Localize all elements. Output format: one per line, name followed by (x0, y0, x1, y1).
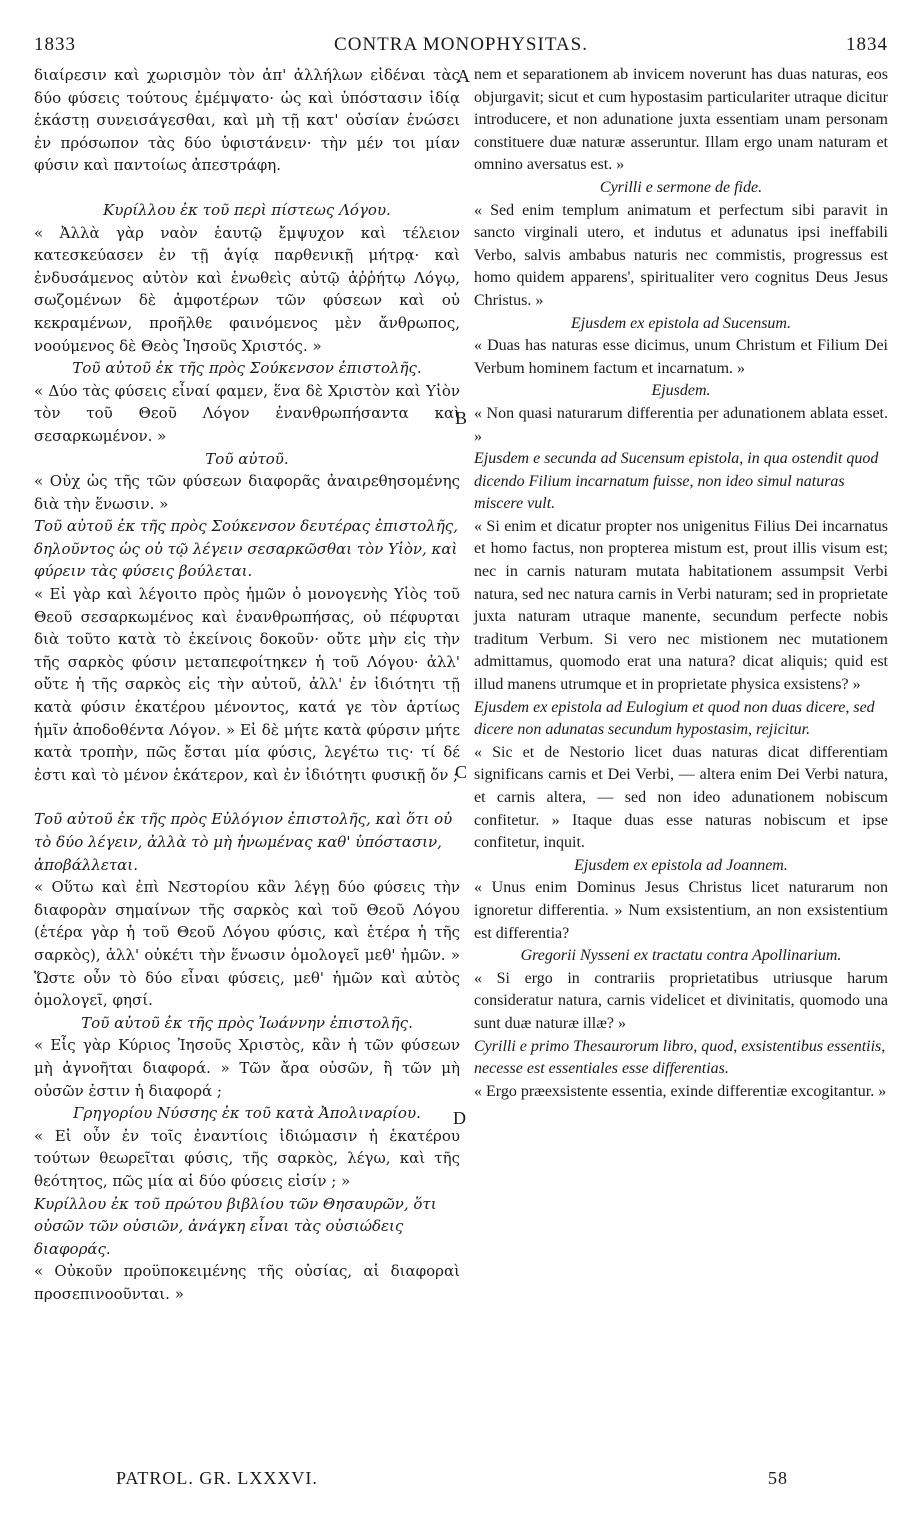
column-number-right: 1834 (846, 34, 888, 55)
greek-paragraph: « Οὐχ ὡς τῆς τῶν φύσεων διαφορᾶς ἀναιρεθησομένης διὰ τὴν ἕνωσιν. » (34, 472, 460, 513)
latin-heading: Ejusdem. (651, 382, 711, 400)
greek-paragraph: « Οὐκοῦν προϋποκειμένης τῆς οὐσίας, αἱ διαφοραὶ προσεπινοοῦνται. » (34, 1262, 460, 1303)
latin-paragraph: « Sed enim templum animatum et perfectum sibi paravit in sancto virginali utero, et indutus et adunatus ipsi ineffabili Verbo, salvis ambabus naturis nec commistis, progressus est homo quidem apparens', spiritualiter vero cognitus Deus Jesus Christus. » (474, 201, 888, 309)
greek-paragraph: « Ἀλλὰ γὰρ ναὸν ἑαυτῷ ἔμψυχον καὶ τέλειον κατεσκεύασεν ἐν τῇ ἁγίᾳ παρθενικῇ μήτρᾳ· καὶ ἐνδυσάμενος αὐτὸν καὶ ἑνωθεὶς αὐτῷ ἀῤῥήτῳ Λόγῳ, σωζομένων δὲ ἀμφοτέρων τῶν φύσεων καὶ οὐ κεκραμένων, προῆλθε φαινόμενος μὲν ἄνθρωπος, νοούμενος δὲ Θεὸς Ἰησοῦς Χριστός. » (34, 223, 460, 355)
latin-paragraph: « Si ergo in contrariis proprietatibus utriusque harum consideratur natura, carnis videlicet et divinitatis, quomodo una sunt duæ naturæ illæ? » (474, 969, 888, 1032)
column-number-left: 1833 (34, 34, 76, 55)
greek-heading: Γρηγορίου Νύσσης ἐκ τοῦ κατὰ Ἀπολιναρίου. (73, 1104, 421, 1123)
greek-paragraph: « Οὕτω καὶ ἐπὶ Νεστορίου κἂν λέγῃ δύο φύσεις τὴν διαφορὰν σημαίνων τῆς σαρκὸς καὶ τοῦ Θεοῦ Λόγου (ἑτέρα γὰρ ἡ τοῦ Θεοῦ Λόγου φύσις, καὶ ἑτέρα ἡ τῆς σαρκὸς), ἀλλ' οὐκέτι τὴν ἕνωσιν ὁμολογεῖ μεθ' ἡμῶν. » Ὥστε οὖν τὸ δύο εἶναι φύσεις, μεθ' ἡμῶν καὶ αὐτὸς ὁμολογεῖ, φησί. (34, 878, 460, 1010)
greek-heading: Τοῦ αὐτοῦ ἐκ τῆς πρὸς Σούκενσον ἐπιστολῆς. (72, 359, 422, 378)
latin-heading: Gregorii Nysseni ex tractatu contra Apollinarium. (520, 947, 842, 965)
latin-column (474, 64, 888, 1103)
latin-heading: Cyrilli e primo Thesaurorum libro, quod, exsistentibus essentiis, necesse est essentiales esse differentias. (474, 1037, 886, 1078)
latin-paragraph: « Si enim et dicatur propter nos unigenitus Filius Dei incarnatus et homo factus, non propterea mistum est, prout illis visum est; nec in carnis naturam mutata habitationem assumpsit Verbi natura, sed nec natura carnis in Verbi naturam; sed in proprietate juxta naturam utraque manente, secundum perfecte nobis traditum Verbum. Si vero nec mistionem nec mutationem admittamus, quomodo erat una natura? dicat aliquis; quid est illud manens utrumque et in proprietate physica exsistens? » (474, 517, 888, 694)
greek-paragraph: « Εἰ γὰρ καὶ λέγοιτο πρὸς ἡμῶν ὁ μονογενὴς Υἱὸς τοῦ Θεοῦ σεσαρκωμένος καὶ ἐνανθρωπήσας, οὐ πέφυρται διὰ τοῦτο κατὰ τὸ ἐκείνοις δοκοῦν· οὔτε μὴν εἰς τὴν τῆς σαρκὸς φύσιν μεταπεφοίτηκεν ἡ τοῦ Λόγου· ἀλλ' οὔτε ἡ τῆς σαρκὸς εἰς τὴν αὐτοῦ, ἀλλ' ἐν ἰδιότητι τῇ κατὰ φύσιν ἑκατέρου μένοντος, κατά γε τὸν ἀρτίως ἡμῖν ἀποδοθέντα Λόγον. » Εἰ δὲ μήτε κατὰ φύρσιν μήτε κατὰ τροπὴν, πῶς ἔσται μία φύσις, λεγέτω τις· τί δέ ἐστι καὶ τὸ μένον ἑκάτερον, καὶ ἐν ἰδιότητι φυσικῇ ὄν ; (34, 585, 460, 784)
latin-paragraph: « Unus enim Dominus Jesus Christus licet naturarum non ignoretur differentia. » Num exsistentium, an non exsistentium est differentia? (474, 879, 888, 942)
latin-paragraph: nem et separationem ab invicem noverunt has duas naturas, eos objurgavit; sicut et cum hypostasim particulariter utraque dicitur introducere, et non adunatione juxta essentiam unam personam constituere duæ naturæ asseruntur. Illam ergo unam naturam et omnino aversatus est. » (474, 66, 888, 174)
greek-column (34, 64, 460, 1305)
page-header (34, 34, 888, 58)
margin-letter-d: D (453, 1108, 466, 1128)
greek-heading: Τοῦ αὐτοῦ. (205, 449, 289, 468)
latin-heading: Ejusdem ex epistola ad Eulogium et quod non duas dicere, sed dicere non adunatas secundum hypostasim, rejicitur. (474, 698, 875, 739)
latin-paragraph: « Duas has naturas esse dicimus, unum Christum et Filium Dei Verbum hominem factum et incarnatum. » (474, 337, 888, 377)
latin-paragraph: « Sic et de Nestorio licet duas naturas dicat differentiam significans carnis et Dei Verbi, — altera enim Dei Verbi natura, et carnis altera, — sed non ideo adunationem nobiscum confitetur. » Itaque duas esse naturas nobiscum et ipse confitetur, inquit. (474, 743, 888, 852)
greek-heading: Τοῦ αὐτοῦ ἐκ τῆς πρὸς Ἰωάννην ἐπιστολῆς. (81, 1013, 413, 1032)
greek-paragraph: « Εἰ οὖν ἐν τοῖς ἐναντίοις ἰδιώμασιν ἡ ἑκατέρου τούτων θεωρεῖται φύσις, τῆς σαρκὸς, λέγω, καὶ τῆς θεότητος, πῶς μία αἱ δύο φύσεις εἰσίν ; » (34, 1126, 460, 1190)
margin-letter-a: A (457, 66, 470, 86)
footer-collection: PATROL. GR. LXXXVI. (116, 1468, 318, 1488)
latin-heading: Cyrilli e sermone de fide. (599, 178, 763, 196)
footer-page-number: 58 (768, 1468, 788, 1488)
greek-paragraph: « Εἷς γὰρ Κύριος Ἰησοῦς Χριστὸς, κἂν ἡ τῶν φύσεων μὴ ἀγνοῆται διαφορά. » Τῶν ἄρα οὐσῶν, ἢ τῶν μὴ οὐσῶν ἐστιν ἡ διαφορά ; (34, 1036, 460, 1100)
margin-letter-c: C (455, 762, 468, 782)
latin-heading: Ejusdem e secunda ad Sucensum epistola, in qua ostendit quod dicendo Filium incarnatum fuisse, non ideo simul naturas miscere vult. (474, 450, 879, 513)
greek-heading: Κυρίλλου ἐκ τοῦ πρώτου βιβλίου τῶν Θησαυρῶν, ὅτι οὐσῶν τῶν οὐσιῶν, ἀνάγκη εἶναι τὰς οὐσιώδεις διαφοράς. (34, 1194, 437, 1258)
latin-paragraph: « Non quasi naturarum differentia per adunationem ablata esset. » (474, 404, 888, 445)
latin-heading: Ejusdem ex epistola ad Joannem. (574, 856, 788, 874)
greek-heading: Κυρίλλου ἐκ τοῦ περὶ πίστεως Λόγου. (103, 200, 391, 219)
greek-paragraph: διαίρεσιν καὶ χωρισμὸν τὸν ἀπ' ἀλλήλων εἰδέναι τὰς δύο φύσεις τούτους ἐμέμψατο· ὡς καὶ ὑπόστασιν ἰδίᾳ ἑκάστῃ συνεισάγεσθαι, καὶ μὴ τῇ κατ' οὐσίαν ἑνώσει ἐν πρόσωπον τὰς δύο ὑφιστάνειν· τὴν μέν τοι μίαν φύσιν καὶ παντοίως ἀπεστράφη. (34, 66, 460, 175)
latin-paragraph: « Ergo præexsistente essentia, exinde differentiæ excogitantur. » (474, 1082, 887, 1100)
greek-heading: Τοῦ αὐτοῦ ἐκ τῆς πρὸς Εὐλόγιον ἐπιστολῆς, καὶ ὅτι οὐ τὸ δύο λέγειν, ἀλλὰ τὸ μὴ ἡνωμένας καθ' ὑπόστασιν, ἀποβάλλεται. (34, 810, 453, 874)
greek-paragraph: « Δύο τὰς φύσεις εἶναί φαμεν, ἕνα δὲ Χριστὸν καὶ Υἱὸν τὸν τοῦ Θεοῦ Λόγον ἐνανθρωπήσαντα καὶ σεσαρκωμένον. » (34, 381, 460, 445)
running-title: CONTRA MONOPHYSITAS. (334, 34, 588, 55)
latin-heading: Ejusdem ex epistola ad Sucensum. (571, 314, 791, 332)
margin-letter-b: B (455, 408, 468, 428)
greek-heading: Τοῦ αὐτοῦ ἐκ τῆς πρὸς Σούκενσον δευτέρας ἐπιστολῆς, δηλοῦντος ὡς οὐ τῷ λέγειν σεσαρκῶσθαι τὸν Υἱὸν, καὶ φύρειν τὰς φύσεις βούλεται. (34, 517, 458, 581)
